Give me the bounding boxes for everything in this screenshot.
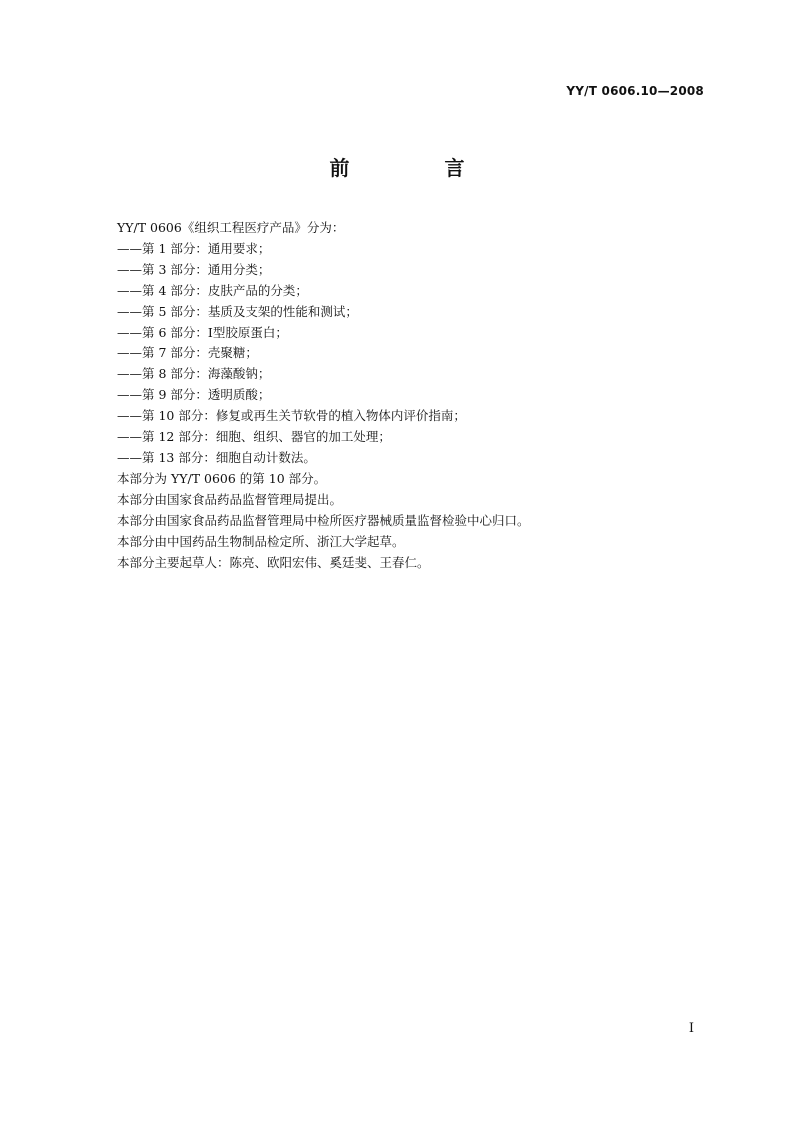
part-item: ——第 9 部分：透明质酸； (117, 387, 271, 403)
statement-line: 本部分由中国药品生物制品检定所、浙江大学起草。 (117, 533, 405, 549)
foreword-body (117, 218, 717, 573)
page-title: 前 言 (329, 156, 509, 180)
statement-line: 本部分主要起草人：陈亮、欧阳宏伟、奚廷斐、王春仁。 (117, 554, 430, 570)
part-item: ——第 13 部分：细胞自动计数法。 (117, 449, 316, 465)
part-item: ——第 6 部分：Ⅰ型胶原蛋白； (117, 324, 288, 340)
standard-code: YY/T 0606.10—2008 (566, 84, 704, 98)
part-item: ——第 5 部分：基质及支架的性能和测试； (117, 303, 358, 319)
statement-line: 本部分为 YY/T 0606 的第 10 部分。 (117, 470, 327, 486)
statement-line: 本部分由国家食品药品监督管理局提出。 (117, 491, 343, 507)
part-item: ——第 7 部分：壳聚糖； (117, 345, 258, 361)
part-item: ——第 1 部分：通用要求； (117, 240, 271, 256)
page-number: I (688, 1021, 694, 1036)
part-item: ——第 10 部分：修复或再生关节软骨的植入物体内评价指南； (117, 408, 466, 424)
part-item: ——第 8 部分：海藻酸钠； (117, 366, 271, 382)
part-item: ——第 4 部分：皮肤产品的分类； (117, 282, 308, 298)
statement-line: 本部分由国家食品药品监督管理局中检所医疗器械质量监督检验中心归口。 (117, 512, 530, 528)
intro-line: YY/T 0606《组织工程医疗产品》分为： (117, 220, 345, 235)
part-item: ——第 3 部分：通用分类； (117, 261, 271, 277)
part-item: ——第 12 部分：细胞、组织、器官的加工处理； (117, 429, 391, 445)
